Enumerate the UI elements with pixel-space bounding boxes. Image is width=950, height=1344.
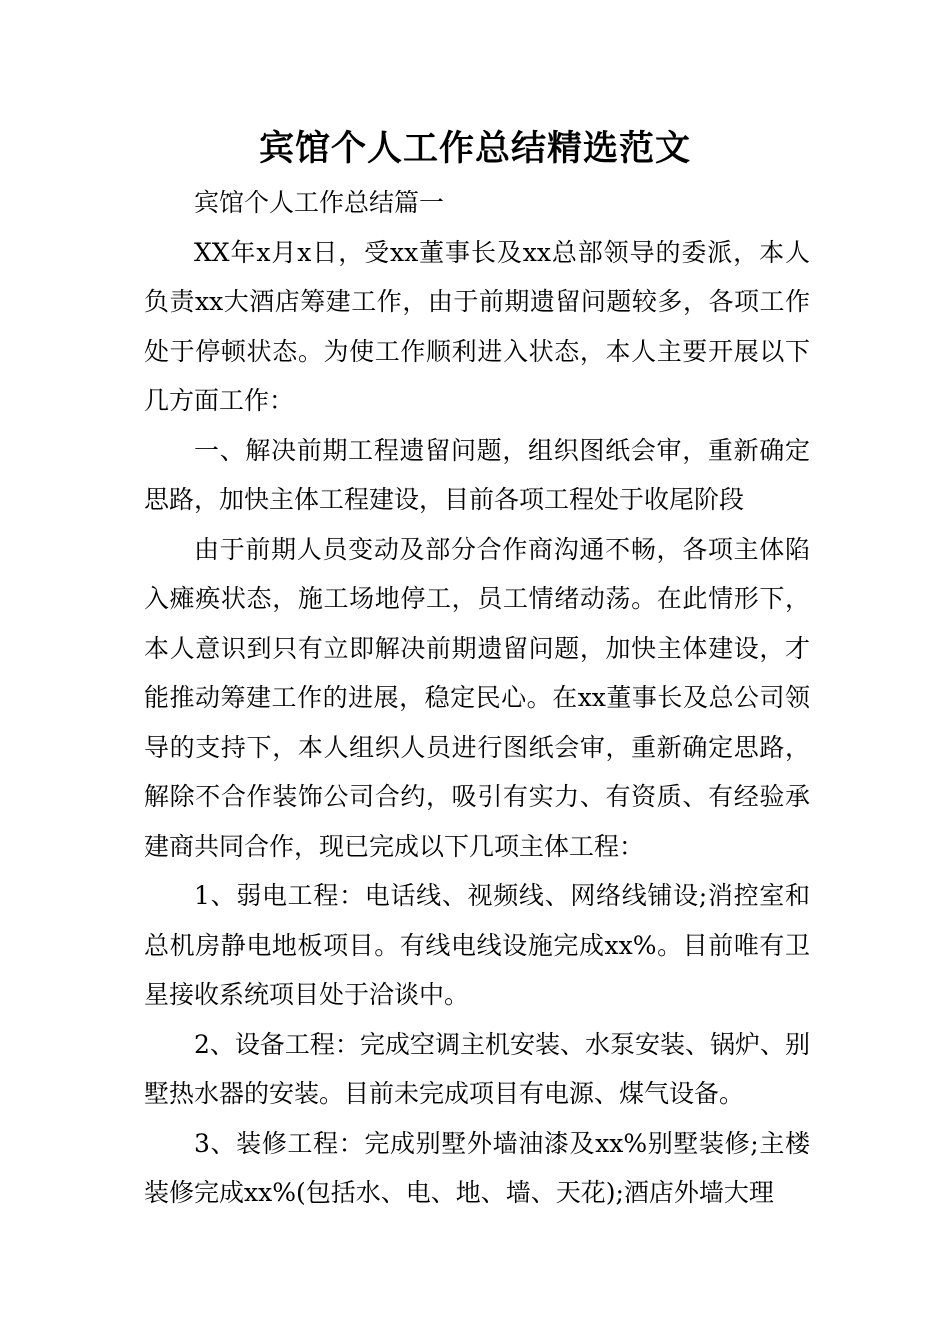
paragraph: 3、装修工程：完成别墅外墙油漆及xx%别墅装修;主楼装修完成xx%(包括水、电、地、墙、天花);酒店外墙大理 <box>144 1128 810 1207</box>
paragraph: 1、弱电工程：电话线、视频线、网络线铺设;消控室和总机房静电地板项目。有线电线设施完成xx%。目前唯有卫星接收系统项目处于洽谈中。 <box>144 881 810 1009</box>
paragraph: 一、解决前期工程遗留问题，组织图纸会审，重新确定思路，加快主体工程建设，目前各项工程处于收尾阶段 <box>144 435 810 514</box>
paragraph: 由于前期人员变动及部分合作商沟通不畅，各项主体陷入瘫痪状态，施工场地停工，员工情绪动荡。在此情形下，本人意识到只有立即解决前期遗留问题，加快主体建设，才能推动筹建工作的进展，稳定民心。在xx董事长及总公司领导的支持下，本人组织人员进行图纸会审，重新确定思路，解除不合作装饰公司合约，吸引有实力、有资质、有经验承建商共同合作，现已完成以下几项主体工程： <box>144 534 810 861</box>
document-title: 宾馆个人工作总结精选范文 <box>258 129 691 169</box>
document-body <box>144 178 810 1218</box>
section-heading: 宾馆个人工作总结篇一 <box>194 188 445 217</box>
paragraph: 2、设备工程：完成空调主机安装、水泵安装、锅炉、别墅热水器的安装。目前未完成项目有电源、煤气设备。 <box>144 1029 810 1108</box>
paragraph: XX年x月x日，受xx董事长及xx总部领导的委派，本人负责xx大酒店筹建工作，由于前期遗留问题较多，各项工作处于停顿状态。为使工作顺利进入状态，本人主要开展以下几方面工作： <box>144 237 810 415</box>
